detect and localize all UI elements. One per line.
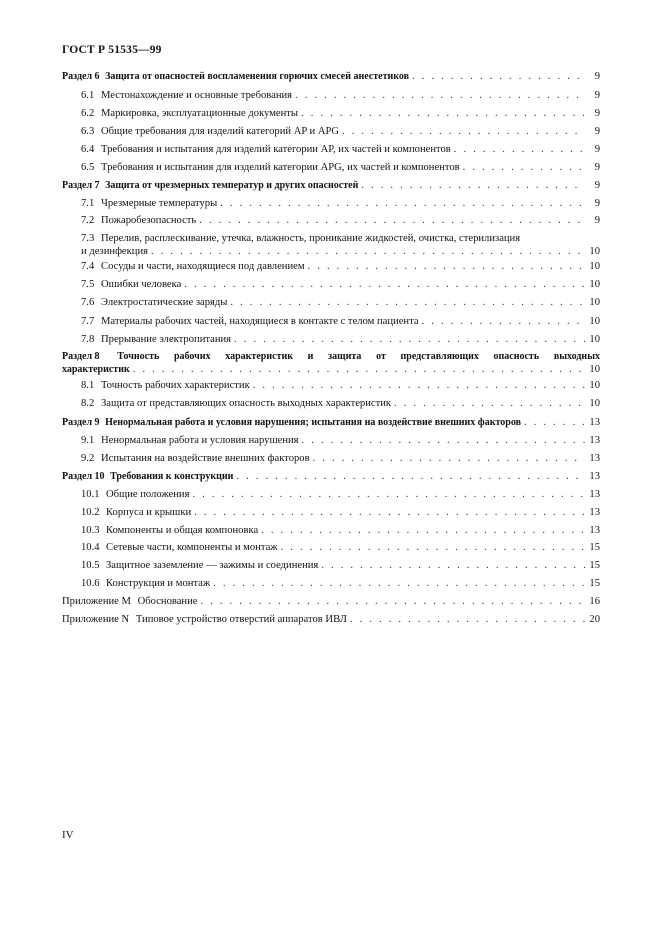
dot-leader — [184, 278, 585, 291]
toc-entry[interactable] — [62, 416, 600, 429]
toc-page-number: 16 — [589, 596, 600, 607]
toc-entry-number: Приложение М — [62, 596, 131, 607]
toc-entry-number: 9.1 — [81, 435, 95, 446]
toc-entry-number: 6.3 — [81, 126, 95, 137]
toc-entry-text: Компоненты и общая компоновка — [106, 525, 259, 536]
toc-entry-line — [62, 434, 600, 447]
toc-entry-text: Защита от опасностей воспламенения горючих смесей анестетиков — [105, 71, 410, 82]
dot-leader — [301, 107, 585, 120]
toc-entry-number: Раздел 6 — [62, 71, 100, 82]
toc-entry-title — [81, 197, 217, 210]
toc-entry-text: Чрезмерные температуры — [101, 198, 218, 209]
toc-entry-text: Обоснование — [137, 596, 198, 607]
toc-entry-line — [62, 416, 600, 429]
dot-leader — [253, 379, 585, 392]
toc-page-number: 9 — [594, 215, 600, 226]
dot-leader — [524, 416, 585, 429]
toc-entry-number: 6.1 — [81, 90, 95, 101]
toc-entry-title — [62, 70, 409, 83]
toc-entry[interactable] — [62, 214, 600, 227]
toc-entry-number: 6.5 — [81, 162, 95, 173]
toc-page-number: 10 — [589, 380, 600, 391]
toc-entry-text: Прерывание электропитания — [101, 334, 232, 345]
toc-entry-first-line — [62, 232, 600, 245]
toc-entry-title — [81, 333, 231, 346]
toc-entry-title — [62, 613, 347, 626]
toc-entry-number: Раздел 10 — [62, 471, 105, 482]
toc-entry-text: Требования и испытания для изделий категории APG, их частей и компонентов — [101, 162, 460, 173]
toc-entry-title — [81, 577, 210, 590]
toc-entry-title — [81, 488, 189, 501]
toc-page-number: 9 — [594, 71, 600, 82]
toc-entry-number: 6.4 — [81, 144, 95, 155]
toc-entry-line — [62, 89, 600, 102]
toc-entry-number: Раздел 9 — [62, 417, 100, 428]
toc-entry-text: Требования к конструкции — [110, 471, 234, 482]
toc-entry-title-line1: Точность рабочих характеристик и защита от представляющих опасность выходных — [117, 351, 600, 362]
dot-leader — [463, 161, 585, 174]
dot-leader — [342, 125, 585, 138]
toc-page-number: 9 — [594, 180, 600, 191]
toc-page-number: 9 — [594, 198, 600, 209]
toc-entry-line — [62, 143, 600, 156]
toc-page-number: 13 — [589, 417, 600, 428]
toc-entry-title — [81, 107, 298, 120]
toc-entry-line — [62, 278, 600, 291]
toc-page-number: 10 — [589, 279, 600, 290]
toc-entry-line — [62, 506, 600, 519]
toc-entry-title — [81, 506, 191, 519]
toc-entry-text: Ненормальная работа и условия нарушения; испытания на воздействие внешних факторов — [105, 417, 521, 428]
dot-leader — [192, 488, 585, 501]
toc-page-number: 9 — [594, 108, 600, 119]
dot-leader — [261, 524, 585, 537]
toc-entry-title — [81, 452, 310, 465]
toc-entry-line — [62, 613, 600, 626]
toc-page-number: 9 — [594, 90, 600, 101]
toc-entry-line — [62, 125, 600, 138]
toc-entry-title — [62, 179, 358, 192]
toc-entry-number: 8.1 — [81, 380, 95, 391]
toc-entry[interactable] — [62, 143, 600, 156]
toc-entry-line — [62, 179, 600, 192]
toc-entry[interactable] — [62, 315, 600, 328]
toc-entry-title — [81, 434, 299, 447]
toc-entry-number: 7.1 — [81, 198, 95, 209]
toc-entry[interactable] — [62, 434, 600, 447]
toc-entry-title — [81, 125, 339, 138]
toc-page-number: 10 — [589, 297, 600, 308]
toc-entry[interactable] — [62, 595, 600, 608]
toc-entry-line — [62, 559, 600, 572]
toc-entry-line — [62, 577, 600, 590]
toc-entry-number: 7.8 — [81, 334, 95, 345]
toc-entry-title — [81, 315, 419, 328]
toc-page-number: 10 — [589, 334, 600, 345]
toc-entry[interactable] — [62, 488, 600, 501]
toc-entry-text: Требования и испытания для изделий категории AP, их частей и компонентов — [101, 144, 451, 155]
toc-entry-text: Защитное заземление — зажимы и соединения — [106, 560, 319, 571]
toc-entry-text: Защита от чрезмерных температур и других опасностей — [105, 180, 359, 191]
toc-entry[interactable] — [62, 197, 600, 210]
toc-entry-title — [81, 524, 258, 537]
toc-entry-text: Типовое устройство отверстий аппаратов ИВЛ — [135, 614, 347, 625]
dot-leader — [151, 245, 585, 258]
page-number: IV — [62, 829, 74, 841]
toc-entry-title — [81, 559, 318, 572]
toc-entry-text: Испытания на воздействие внешних факторов — [101, 453, 310, 464]
dot-leader — [454, 143, 585, 156]
toc-entry-title — [81, 541, 278, 554]
toc-entry-text: Местонахождение и основные требования — [101, 90, 293, 101]
toc-entry-number: 7.6 — [81, 297, 95, 308]
toc-entry[interactable] — [62, 577, 600, 590]
toc-entry-line — [62, 470, 600, 483]
toc-entry-title — [81, 214, 196, 227]
toc-entry-text: Сосуды и части, находящиеся под давлением — [101, 261, 305, 272]
toc-entry-number: 6.2 — [81, 108, 95, 119]
toc-entry[interactable] — [62, 524, 600, 537]
toc-entry-number: Раздел 7 — [62, 180, 100, 191]
toc-entry-line — [62, 541, 600, 554]
toc-entry-title-line1: Перелив, расплескивание, утечка, влажность, проникание жидкостей, очистка, стерилизация — [101, 233, 521, 244]
toc-entry-text: Общие требования для изделий категорий AP и APG — [101, 126, 340, 137]
toc-entry[interactable] — [62, 296, 600, 309]
toc-entry-title-line2: и дезинфекция — [81, 246, 148, 257]
toc-page-number: 13 — [589, 453, 600, 464]
toc-entry-number: 8.2 — [81, 398, 95, 409]
toc-entry[interactable] — [62, 125, 600, 138]
toc-entry-title — [81, 397, 391, 410]
dot-leader — [133, 363, 585, 376]
toc-entry-line — [62, 161, 600, 174]
dot-leader — [199, 214, 585, 227]
dot-leader — [230, 296, 585, 309]
toc-entry-title — [62, 470, 233, 483]
toc-entry-text: Сетевые части, компоненты и монтаж — [106, 542, 278, 553]
toc-entry-second-line — [62, 363, 600, 376]
toc-entry[interactable] — [62, 232, 600, 258]
toc-page-number: 20 — [589, 614, 600, 625]
toc-page-number: 10 — [589, 246, 600, 257]
toc-entry-text: Электростатические заряды — [101, 297, 228, 308]
toc-entry-text: Пожаробезопасность — [101, 215, 197, 226]
dot-leader — [200, 595, 585, 608]
toc-entry[interactable] — [62, 89, 600, 102]
toc-entry-line — [62, 379, 600, 392]
toc-entry-text: Маркировка, эксплуатационные документы — [101, 108, 299, 119]
toc-entry[interactable] — [62, 541, 600, 554]
dot-leader — [236, 470, 585, 483]
toc-entry-number: 7.3 — [81, 233, 95, 244]
dot-leader — [394, 397, 585, 410]
toc-entry[interactable] — [62, 179, 600, 192]
toc-entry-title — [81, 278, 181, 291]
dot-leader — [302, 434, 585, 447]
toc-page-number: 15 — [589, 578, 600, 589]
toc-entry-number: 10.6 — [81, 578, 100, 589]
toc-entry[interactable] — [62, 278, 600, 291]
dot-leader — [321, 559, 585, 572]
toc-page-number: 13 — [589, 489, 600, 500]
toc-page-number: 13 — [589, 507, 600, 518]
toc-entry[interactable] — [62, 350, 600, 376]
toc-entry-title — [62, 416, 521, 429]
toc-entry-line — [62, 595, 600, 608]
toc-entry-line — [62, 197, 600, 210]
toc-entry-first-line — [62, 350, 600, 363]
toc-entry-number: 10.5 — [81, 560, 100, 571]
toc-entry-number: 7.7 — [81, 316, 95, 327]
toc-entry-line — [62, 315, 600, 328]
toc-page-number: 10 — [589, 316, 600, 327]
dot-leader — [412, 70, 585, 83]
toc-entry-number: 7.2 — [81, 215, 95, 226]
toc-page-number: 13 — [589, 435, 600, 446]
toc-entry[interactable] — [62, 260, 600, 273]
toc-entry-title — [81, 143, 451, 156]
toc-page-number: 13 — [589, 471, 600, 482]
toc-entry-number: 9.2 — [81, 453, 95, 464]
toc-entry[interactable] — [62, 452, 600, 465]
toc-page-number: 15 — [589, 560, 600, 571]
toc-entry-number: Раздел 8 — [62, 351, 100, 362]
toc-entry-title — [81, 89, 292, 102]
toc-entry-second-line — [62, 245, 600, 258]
toc-entry-text: Защита от представляющих опасность выходных характеристик — [101, 398, 392, 409]
dot-leader — [308, 260, 585, 273]
toc-entry[interactable] — [62, 161, 600, 174]
toc-entry-line — [62, 397, 600, 410]
toc-page-number: 9 — [594, 126, 600, 137]
toc-entry-text: Точность рабочих характеристик — [101, 380, 250, 391]
toc-entry-number: 7.4 — [81, 261, 95, 272]
toc-entry-line — [62, 524, 600, 537]
dot-leader — [361, 179, 585, 192]
dot-leader — [234, 333, 585, 346]
toc-entry-text: Ненормальная работа и условия нарушения — [101, 435, 299, 446]
toc-entry-line — [62, 107, 600, 120]
toc-entry[interactable] — [62, 506, 600, 519]
toc-entry-number: 7.5 — [81, 279, 95, 290]
dot-leader — [350, 613, 585, 626]
dot-leader — [313, 452, 585, 465]
toc-entry-line — [62, 260, 600, 273]
toc-page-number: 10 — [589, 398, 600, 409]
toc-entry-line — [62, 452, 600, 465]
toc-entry-number: Приложение N — [62, 614, 130, 625]
toc-entry[interactable] — [62, 613, 600, 626]
toc-entry-line — [62, 214, 600, 227]
toc-page-number: 10 — [589, 364, 600, 375]
toc-entry[interactable] — [62, 333, 600, 346]
dot-leader — [295, 89, 585, 102]
toc-page-number: 15 — [589, 542, 600, 553]
toc-page-number: 10 — [589, 261, 600, 272]
toc-entry-line — [62, 333, 600, 346]
toc-entry-line — [62, 296, 600, 309]
toc-page-number: 13 — [589, 525, 600, 536]
toc-entry-text: Материалы рабочих частей, находящиеся в контакте с телом пациента — [101, 316, 419, 327]
toc-entry-text: Корпуса и крышки — [106, 507, 192, 518]
toc-entry[interactable] — [62, 559, 600, 572]
toc-entry-text: Ошибки человека — [101, 279, 182, 290]
dot-leader — [213, 577, 585, 590]
dot-leader — [220, 197, 585, 210]
toc-entry-text: Общие положения — [106, 489, 190, 500]
toc-entry-number: 10.3 — [81, 525, 100, 536]
toc-entry-number: 10.4 — [81, 542, 100, 553]
dot-leader — [281, 541, 585, 554]
toc-entry-text: Конструкция и монтаж — [106, 578, 211, 589]
toc-page-number: 9 — [594, 144, 600, 155]
toc-entry-title — [81, 260, 305, 273]
toc-entry[interactable] — [62, 70, 600, 83]
toc-entry-title — [81, 379, 250, 392]
dot-leader — [422, 315, 585, 328]
toc-entry[interactable] — [62, 397, 600, 410]
document-header: ГОСТ Р 51535—99 — [62, 44, 162, 56]
toc-entry-line — [62, 70, 600, 83]
toc-entry[interactable] — [62, 470, 600, 483]
toc-entry[interactable] — [62, 107, 600, 120]
toc-page-number: 9 — [594, 162, 600, 173]
toc-entry[interactable] — [62, 379, 600, 392]
toc-entry-title — [81, 161, 460, 174]
toc-entry-line — [62, 488, 600, 501]
toc-entry-title-line2: характеристик — [62, 364, 130, 375]
toc-entry-number: 10.1 — [81, 489, 100, 500]
toc-entry-title — [62, 595, 197, 608]
toc-entry-number: 10.2 — [81, 507, 100, 518]
dot-leader — [194, 506, 585, 519]
toc-entry-title — [81, 296, 227, 309]
